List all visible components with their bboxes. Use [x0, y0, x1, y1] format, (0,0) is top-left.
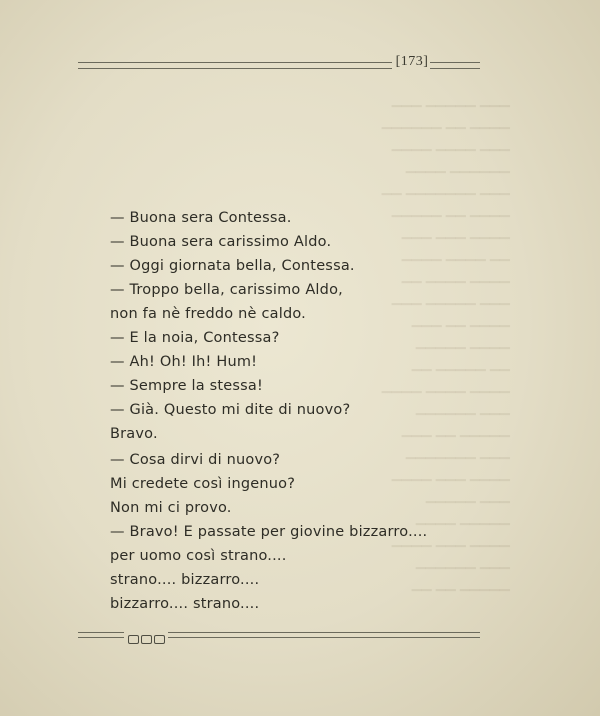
header-ornament: [78, 56, 480, 72]
ornament-box-icon: [154, 635, 165, 644]
poem-line: — Buona sera carissimo Aldo.: [110, 234, 332, 250]
poem-line: — Cosa dirvi di nuovo?: [110, 452, 281, 468]
poem-line: Mi credete così ingenuo?: [110, 476, 296, 492]
poem-line: — Troppo bella, carissimo Aldo,: [110, 282, 343, 298]
footer-ornament: [78, 628, 480, 642]
poem-line: strano.... bizzarro....: [110, 572, 260, 588]
header-rule-left: [78, 62, 392, 69]
poem-line: — Sempre la stessa!: [110, 378, 264, 394]
footer-rule-left: [78, 632, 124, 638]
poem-line: non fa nè freddo nè caldo.: [110, 306, 306, 322]
poem-line: — Buona sera Contessa.: [110, 210, 292, 226]
bleed-through-text: ▁▁▁ ▁▁▁▁▁ ▁▁▁ ▁▁▁▁ ▁▁ ▁▁▁▁▁▁ ▁▁▁ ▁▁▁▁ ▁▁▁▁ ▁▁▁▁▁▁ ▁▁▁▁ ▁▁▁ ▁▁▁▁▁▁▁ ▁▁ ▁▁▁▁ ▁▁ ▁▁▁▁▁ ▁▁▁▁ ▁▁▁ ▁▁▁ ▁▁ ▁▁▁▁ ▁▁▁▁ ▁▁▁▁ ▁▁▁▁ ▁▁ ▁▁▁ ▁▁▁▁▁ ▁▁▁ ▁▁▁▁ ▁▁ ▁▁▁ ▁▁▁▁ ▁▁▁▁▁ ▁▁ ▁▁▁▁▁ ▁▁ ▁▁▁▁ ▁▁▁▁ ▁▁▁▁ ▁▁▁ ▁▁▁▁▁▁ ▁▁▁▁▁ ▁▁ ▁▁▁ ▁▁▁ ▁▁▁▁▁▁▁ ▁▁▁▁ ▁▁▁ ▁▁▁▁ ▁▁▁ ▁▁▁▁▁ ▁▁▁▁▁ ▁▁▁▁ ▁▁▁▁ ▁▁▁ ▁▁▁▁ ▁▁▁ ▁▁▁▁▁▁ ▁▁▁▁▁ ▁▁ ▁▁: [381, 93, 510, 592]
poem-line: — Oggi giornata bella, Contessa.: [110, 258, 355, 274]
poem-line: — E la noia, Contessa?: [110, 330, 280, 346]
footer-rule-right: [168, 632, 480, 638]
footer-boxes: [128, 629, 167, 648]
ornament-box-icon: [141, 635, 152, 644]
poem-line: — Bravo! E passate per giovine bizzarro....: [110, 524, 428, 540]
poem-line: — Ah! Oh! Ih! Hum!: [110, 354, 258, 370]
poem-text: [110, 206, 427, 616]
page-number: [173]: [395, 54, 429, 69]
poem-line: Non mi ci provo.: [110, 500, 232, 516]
poem-line: Bravo.: [110, 426, 158, 442]
poem-line: per uomo così strano....: [110, 548, 287, 564]
poem-line: — Già. Questo mi dite di nuovo?: [110, 402, 351, 418]
poem-line: bizzarro.... strano....: [110, 596, 260, 612]
header-rule-right: [430, 62, 480, 69]
ornament-box-icon: [128, 635, 139, 644]
